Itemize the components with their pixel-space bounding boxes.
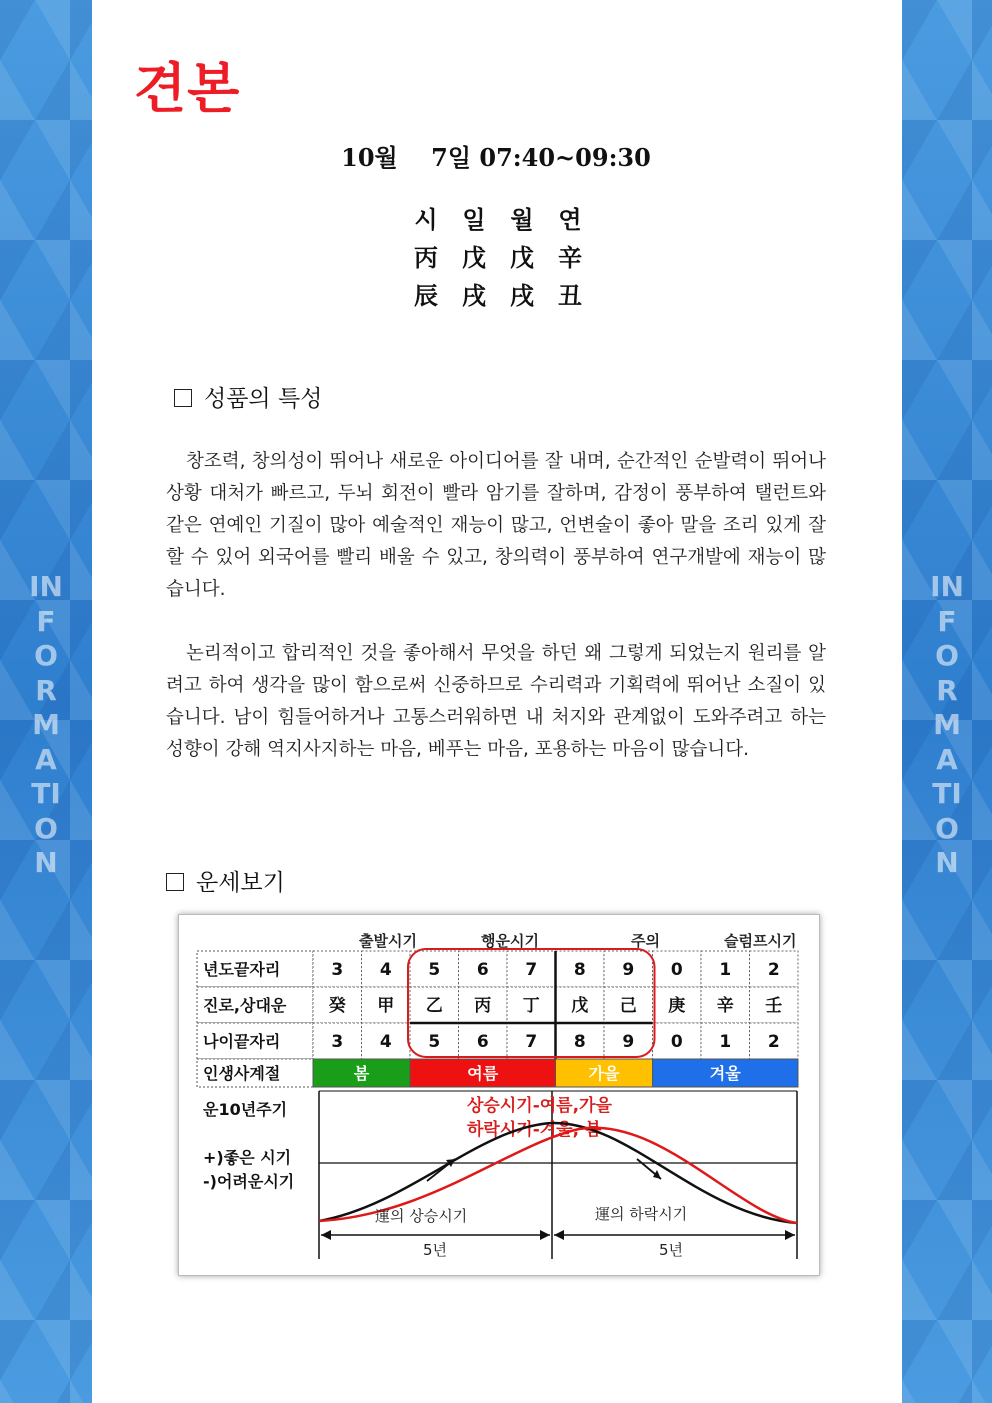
sample-stamp: 견본 bbox=[134, 57, 241, 120]
fall-period-note: 하락시기-겨울, 봄 bbox=[467, 1120, 602, 1140]
left-decorative-band bbox=[0, 0, 92, 1403]
personality-paragraph-1: 창조력, 창의성이 뛰어나 새로운 아이디어를 잘 내며, 순간적인 순발력이 뛰어나 상황 대처가 빠르고, 두뇌 회전이 빨라 암기를 잘하며, 감정이 풍부하여 탤런트와 같은 연예인 기질이 많아 예술적인 재능이 많고, 언변술이 좋아 말을 조리 있게 잘할 수 있어 외국어를 빨리 배울 수 있고, 창의력이 풍부하여 연구개발에 재능이 많습니다. bbox=[166, 451, 826, 600]
table-cell-text: 7 bbox=[525, 960, 538, 980]
season-name: 겨울 bbox=[709, 1064, 741, 1083]
table-row-label: 진로,상대운 bbox=[203, 996, 287, 1015]
table-row-label: 년도끝자리 bbox=[203, 960, 281, 979]
table-cell-text: 0 bbox=[670, 1032, 683, 1052]
fortune-cycle-figure bbox=[178, 914, 820, 1276]
table-cell-text: 甲 bbox=[377, 996, 395, 1016]
table-cell-text: 1 bbox=[719, 960, 732, 980]
table-row-label: 나이끝자리 bbox=[203, 1032, 281, 1051]
pillar-cell: 辛 bbox=[558, 243, 582, 272]
table-cell-text: 5 bbox=[428, 1032, 441, 1052]
pillar-cell: 연 bbox=[558, 205, 582, 234]
table-cell-text: 7 bbox=[525, 1032, 538, 1052]
phase-label: 행운시기 bbox=[481, 932, 539, 950]
graph-side-label: 운10년주기 bbox=[203, 1100, 288, 1119]
table-cell-text: 丙 bbox=[474, 996, 492, 1016]
pillar-cell: 월 bbox=[510, 205, 534, 234]
season-name: 여름 bbox=[467, 1064, 499, 1083]
pillar-cell: 戊 bbox=[462, 243, 486, 272]
table-cell-text: 1 bbox=[719, 1032, 732, 1052]
pillar-branch-row bbox=[408, 276, 588, 314]
table-cell-text: 戊 bbox=[571, 996, 589, 1016]
table-cell-text: 4 bbox=[379, 960, 392, 980]
right-decorative-band bbox=[902, 0, 992, 1403]
table-cell-text: 庚 bbox=[668, 996, 686, 1016]
table-cell-text: 壬 bbox=[765, 996, 783, 1016]
span-arrow-head bbox=[785, 1230, 795, 1240]
pillar-header-row bbox=[408, 200, 588, 238]
pillar-cell: 辰 bbox=[414, 281, 438, 310]
span-arrow-head bbox=[321, 1230, 331, 1240]
table-cell-text: 3 bbox=[331, 960, 344, 980]
table-cell-text: 2 bbox=[767, 960, 780, 980]
four-pillars-table bbox=[408, 200, 588, 314]
table-cell-text: 0 bbox=[670, 960, 683, 980]
table-cell-text: 3 bbox=[331, 1032, 344, 1052]
section-heading-personality bbox=[174, 380, 322, 413]
pillar-cell: 丑 bbox=[558, 281, 582, 310]
phase-label: 출발시기 bbox=[359, 932, 417, 950]
span-label: 5년 bbox=[658, 1241, 684, 1259]
table-cell-text: 辛 bbox=[716, 996, 734, 1016]
fortune-cycle-diagram bbox=[179, 915, 819, 1275]
table-cell-text: 2 bbox=[767, 1032, 780, 1052]
rise-period-note: 상승시기-여름,가을 bbox=[467, 1096, 612, 1116]
span-arrow-head bbox=[540, 1230, 550, 1240]
table-cell-text: 4 bbox=[379, 1032, 392, 1052]
table-cell-text: 9 bbox=[622, 960, 635, 980]
right-side-text: INFORMATION bbox=[930, 570, 964, 879]
season-name: 봄 bbox=[353, 1064, 370, 1083]
table-cell-text: 6 bbox=[476, 960, 489, 980]
table-cell-text: 6 bbox=[476, 1032, 489, 1052]
phase-label: 슬럼프시기 bbox=[724, 932, 797, 950]
birth-date-line: 10월 7일 07:40~09:30 bbox=[341, 143, 651, 172]
season-row-label: 인생사계절 bbox=[203, 1064, 281, 1083]
rise-curve-label: 運의 상승시기 bbox=[375, 1207, 468, 1225]
pillar-cell: 시 bbox=[414, 205, 438, 234]
section-title: 운세보기 bbox=[196, 870, 285, 896]
left-side-text: INFORMATION bbox=[29, 570, 63, 879]
table-cell-text: 乙 bbox=[425, 996, 443, 1016]
graph-side-label: -)어려운시기 bbox=[203, 1172, 295, 1191]
span-arrow-head bbox=[554, 1230, 564, 1240]
span-label: 5년 bbox=[422, 1241, 448, 1259]
pillar-stem-row bbox=[408, 238, 588, 276]
section-heading-fortune bbox=[166, 864, 285, 897]
table-cell-text: 己 bbox=[619, 996, 637, 1016]
pillar-cell: 戌 bbox=[462, 281, 486, 310]
table-cell-text: 9 bbox=[622, 1032, 635, 1052]
personality-paragraph-2: 논리적이고 합리적인 것을 좋아해서 무엇을 하던 왜 그렇게 되었는지 원리를 알려고 하여 생각을 많이 함으로써 신중하므로 수리력과 기획력에 뛰어난 소질이 있습니다. 남이 힘들어하거나 고통스러워하면 내 처지와 관계없이 도와주려고 하는 성향이 강해 역지사지하는 마음, 베푸는 마음, 포용하는 마음이 많습니다. bbox=[166, 643, 826, 760]
season-name: 가을 bbox=[588, 1064, 620, 1083]
pillar-cell: 丙 bbox=[414, 243, 438, 272]
pillar-cell: 戊 bbox=[510, 243, 534, 272]
table-cell-text: 丁 bbox=[522, 996, 540, 1016]
phase-label: 주의 bbox=[631, 932, 660, 950]
checkbox-square-icon bbox=[166, 873, 184, 891]
table-cell-text: 8 bbox=[573, 1032, 586, 1052]
section-title: 성품의 특성 bbox=[204, 386, 323, 412]
fall-curve-label: 運의 하락시기 bbox=[595, 1205, 688, 1223]
table-cell-text: 癸 bbox=[328, 996, 346, 1016]
pillar-cell: 戌 bbox=[510, 281, 534, 310]
pillar-cell: 일 bbox=[462, 205, 486, 234]
table-cell-text: 8 bbox=[573, 960, 586, 980]
table-cell-text: 5 bbox=[428, 960, 441, 980]
checkbox-square-icon bbox=[174, 389, 192, 407]
graph-side-label: +)좋은 시기 bbox=[203, 1148, 292, 1167]
